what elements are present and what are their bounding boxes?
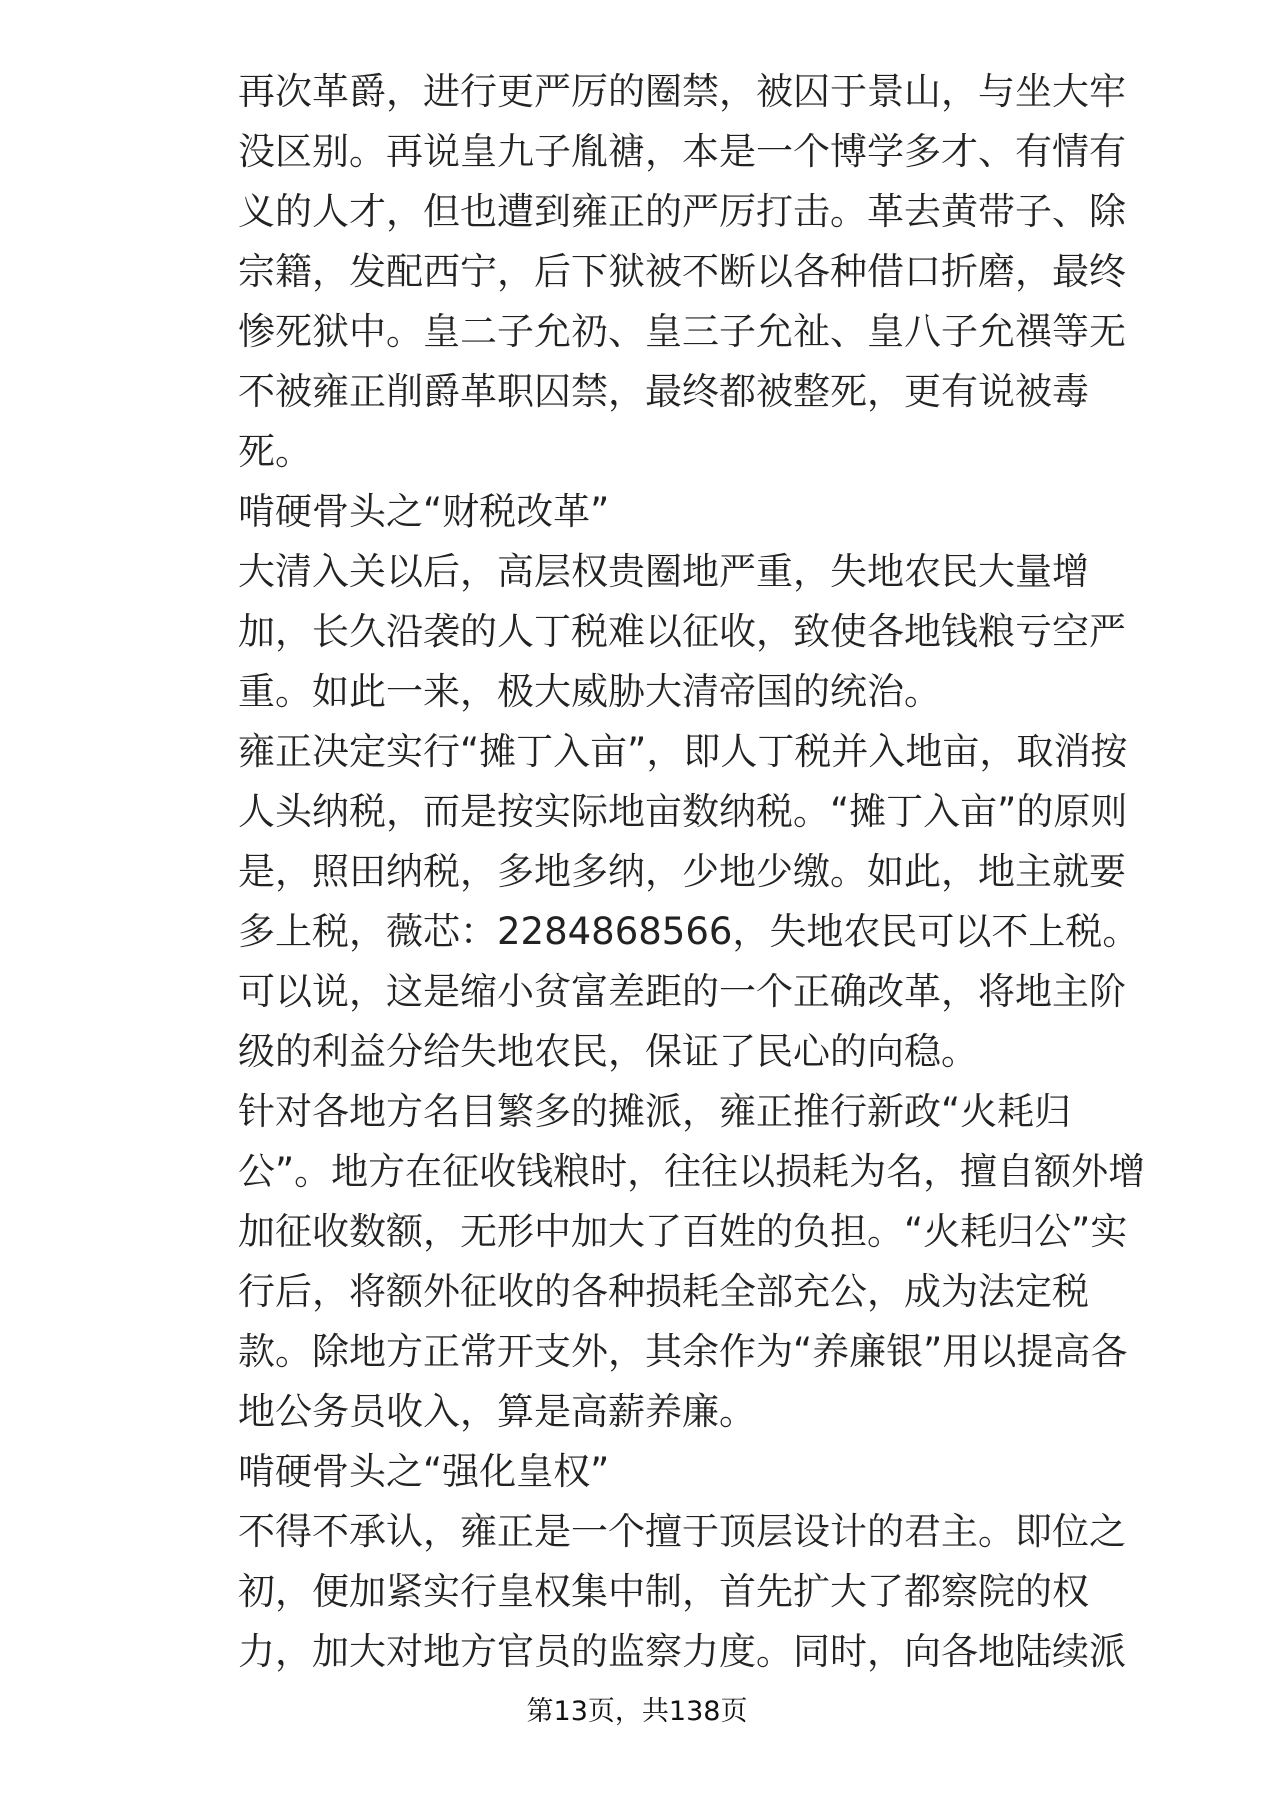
text-line: 没区别。再说皇九子胤禟，本是一个博学多才、有情有	[238, 130, 1126, 173]
text-line: 可以说，这是缩小贫富差距的一个正确改革，将地主阶	[238, 970, 1126, 1013]
text-line: 行后，将额外征收的各种损耗全部充公，成为法定税	[238, 1270, 1089, 1313]
text-line: 人头纳税，而是按实际地亩数纳税。“摊丁入亩”的原则	[238, 790, 1128, 833]
text-line: 款。除地方正常开支外，其余作为“养廉银”用以提高各	[238, 1330, 1128, 1373]
text-line: 力，加大对地方官员的监察力度。同时，向各地陆续派	[238, 1630, 1126, 1673]
text-line: 雍正决定实行“摊丁入亩”，即人丁税并入地亩，取消按	[238, 730, 1128, 773]
text-line: 不得不承认，雍正是一个擅于顶层设计的君主。即位之	[238, 1510, 1126, 1553]
text-line: 地公务员收入，算是高薪养廉。	[238, 1390, 756, 1433]
text-line: 宗籍，发配西宁，后下狱被不断以各种借口折磨，最终	[238, 250, 1126, 293]
text-line: 不被雍正削爵革职囚禁，最终都被整死，更有说被毒	[238, 370, 1089, 413]
text-line: 是，照田纳税，多地多纳，少地少缴。如此，地主就要	[238, 850, 1126, 893]
section-heading-fiscal-reform: 啃硬骨头之“财税改革”	[238, 490, 610, 533]
text-line: 初，便加紧实行皇权集中制，首先扩大了都察院的权	[238, 1570, 1089, 1613]
text-line: 多上税，薇芯：2284868566，失地农民可以不上税。	[238, 910, 1140, 953]
text-line: 级的利益分给失地农民，保证了民心的向稳。	[238, 1030, 978, 1073]
text-line: 再次革爵，进行更严厉的圈禁，被囚于景山，与坐大牢	[238, 70, 1126, 113]
text-line: 惨死狱中。皇二子允礽、皇三子允祉、皇八子允禩等无	[238, 310, 1126, 353]
body-text	[238, 62, 1146, 1682]
page-number-footer: 第13页，共138页	[526, 1696, 748, 1727]
text-line: 公”。地方在征收钱粮时，往往以损耗为名，擅自额外增	[238, 1150, 1146, 1193]
text-line: 针对各地方名目繁多的摊派，雍正推行新政“火耗归	[238, 1090, 1072, 1133]
text-line: 加，长久沿袭的人丁税难以征收，致使各地钱粮亏空严	[238, 610, 1126, 653]
text-line: 加征收数额，无形中加大了百姓的负担。“火耗归公”实	[238, 1210, 1128, 1253]
section-heading-imperial-power: 啃硬骨头之“强化皇权”	[238, 1450, 610, 1493]
text-line: 大清入关以后，高层权贵圈地严重，失地农民大量增	[238, 550, 1089, 593]
text-line: 义的人才，但也遭到雍正的严厉打击。革去黄带子、除	[238, 190, 1126, 233]
text-line: 死。	[238, 430, 312, 473]
text-line: 重。如此一来，极大威胁大清帝国的统治。	[238, 670, 941, 713]
